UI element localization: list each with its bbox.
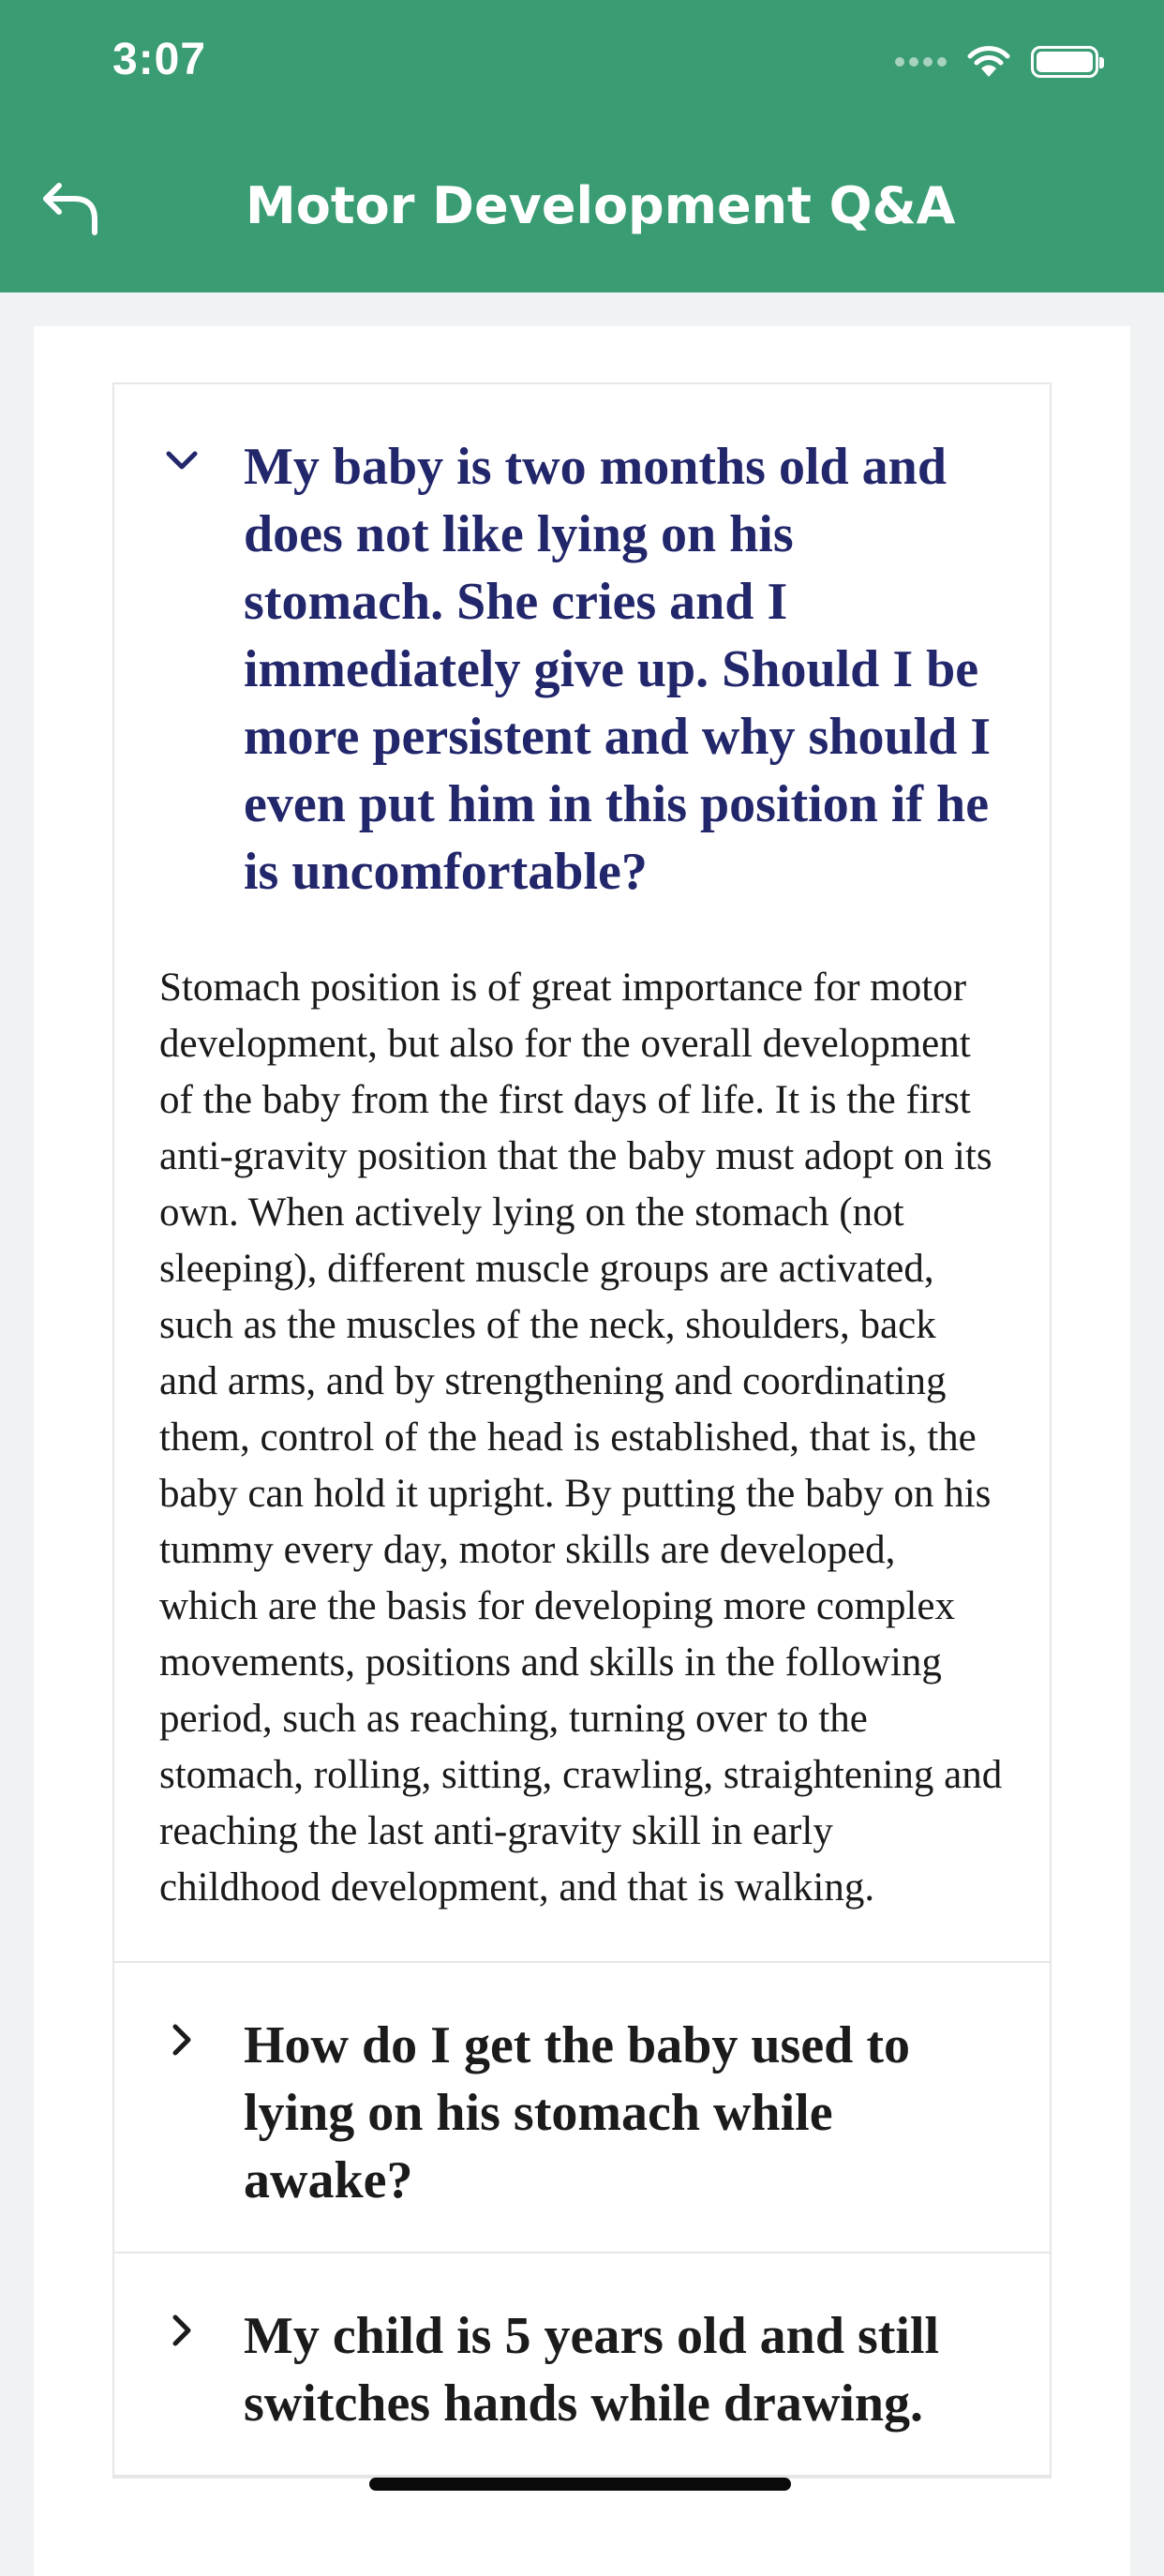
wifi-icon	[967, 45, 1010, 79]
chevron-right-icon	[163, 2312, 201, 2349]
faq-question-header[interactable]	[114, 1963, 1050, 2252]
status-time: 3:07	[112, 35, 207, 84]
faq-answer: Stomach position is of great importance for motor development, but also for the overall development of the baby from the first days of life. It is the first anti-gravity position that the baby must adopt on its own. When actively lying on the stomach (not sleeping), different muscle groups are activated, such as the muscles of the neck, shoulders, back and arms, and by strengthening and coordinating them, control of the head is established, that is, the baby can hold it upright. By putting the baby on his tummy every day, motor skills are developed, which are the basis for developing more complex movements, positions and skills in the following period, such as reaching, turning over to the stomach, rolling, sitting, crawling, straightening and reaching the last anti-gravity skill in early childhood development, and that is walking.	[159, 966, 1003, 1910]
faq-question-header[interactable]	[114, 384, 1050, 943]
faq-item	[114, 384, 1050, 1963]
chevron-down-icon	[163, 442, 201, 480]
nav-bar	[0, 124, 1164, 292]
home-indicator[interactable]	[369, 2478, 791, 2491]
battery-icon	[1031, 46, 1098, 78]
status-bar	[0, 0, 1164, 124]
faq-item	[114, 2254, 1050, 2477]
faq-item	[114, 1963, 1050, 2254]
faq-question: How do I get the baby used to lying on his stomach while awake?	[244, 2016, 910, 2209]
back-arrow-icon	[40, 180, 102, 236]
faq-question: My child is 5 years old and still switches hands while drawing.	[244, 2307, 940, 2433]
status-icons	[895, 41, 1098, 82]
content-card	[34, 326, 1130, 2576]
faq-question: My baby is two months old and does not like lying on his stomach. She cries and I immediately give up. Should I be more persistent and why should I even put him in this position if he is uncomfortable?	[244, 438, 992, 901]
faq-accordion	[112, 382, 1052, 2479]
faq-question-header[interactable]	[114, 2254, 1050, 2475]
back-button[interactable]	[34, 171, 109, 246]
battery-fill	[1037, 52, 1093, 72]
chevron-right-icon	[163, 2021, 201, 2059]
cellular-signal-icon	[895, 57, 947, 67]
page-title: Motor Development Q&A	[246, 176, 956, 235]
